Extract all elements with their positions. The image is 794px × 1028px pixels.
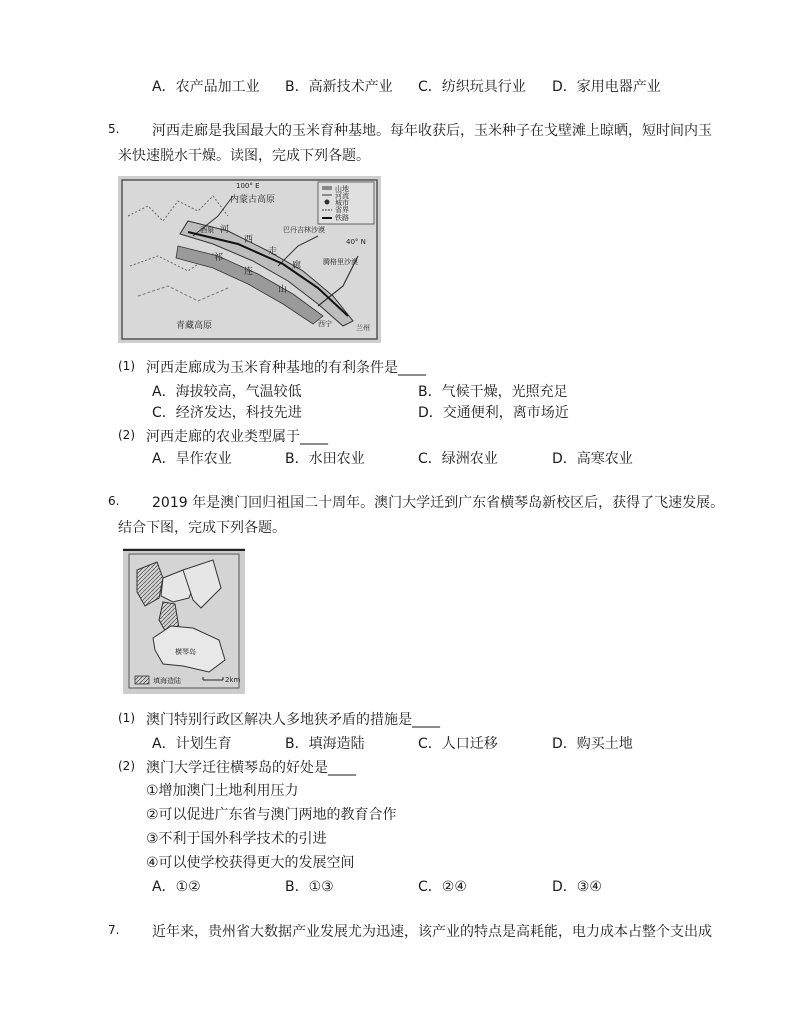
statement-item: ②可以促进广东省与澳门两地的教育合作 <box>146 807 397 823</box>
statement-item: ④可以使学校获得更大的发展空间 <box>146 855 355 871</box>
sub-question-number: (2) <box>118 428 135 442</box>
question-stem-cont: 米快速脱水干燥。读图，完成下列各题。 <box>118 148 370 164</box>
option-a: A．海拔较高，气温较低 <box>152 384 302 400</box>
option-d: D．购买土地 <box>552 736 633 752</box>
option-a: A．①② <box>152 879 201 895</box>
option-d: D．交通便利，离市场近 <box>418 405 569 421</box>
option-b: B．高新技术产业 <box>285 79 393 95</box>
city-label: 酒泉 <box>200 226 214 234</box>
option-c: C．②④ <box>418 879 467 895</box>
option-a: A．旱作农业 <box>152 451 232 467</box>
longitude-label: 100° E <box>236 182 260 190</box>
hexi-corridor-map <box>118 176 381 343</box>
desert-label: 巴丹吉林沙漠 <box>283 226 325 234</box>
option-c: C．经济发达，科技先进 <box>152 405 302 421</box>
question-stem: 近年来，贵州省大数据产业发展尤为迅速，该产业的特点是高耗能，电力成本占整个支出成 <box>152 924 712 940</box>
option-c: C．纺织玩具行业 <box>418 79 526 95</box>
legend-river: 河流 <box>335 192 349 200</box>
legend-reclamation: 填海造陆 <box>153 677 181 685</box>
question-stem: 河西走廊是我国最大的玉米育种基地。每年收获后，玉米种子在戈壁滩上晾晒，短时间内玉 <box>152 123 712 139</box>
sub-question-number: (2) <box>118 759 135 773</box>
desert-label-2: 腾格里沙漠 <box>323 258 358 266</box>
question-stem-cont: 结合下图，完成下列各题。 <box>118 520 286 536</box>
sub-question-text: 河西走廊成为玉米育种基地的有利条件是____ <box>146 360 426 376</box>
macau-map <box>123 548 245 694</box>
option-b: B．填海造陆 <box>285 736 365 752</box>
sub-question-text: 澳门特别行政区解决人多地狭矛盾的措施是____ <box>146 712 440 728</box>
map-char-he: 河 <box>220 225 230 235</box>
option-c: C．人口迁移 <box>418 736 498 752</box>
statement-item: ③不利于国外科学技术的引进 <box>146 831 327 847</box>
inner-mongolia-label: 内蒙古高原 <box>230 195 276 205</box>
map-char-zou: 走 <box>268 247 278 257</box>
city-label-lanzhou: 兰州 <box>356 324 370 332</box>
sub-question-number: (1) <box>118 711 135 725</box>
option-d: D．家用电器产业 <box>552 79 661 95</box>
statement-item: ①增加澳门土地利用压力 <box>146 783 299 799</box>
city-label-xining: 西宁 <box>318 320 332 328</box>
tibet-plateau-label: 青藏高原 <box>176 321 213 331</box>
question-number: 6. <box>108 494 120 508</box>
option-d: D．高寒农业 <box>552 451 633 467</box>
sub-question-number: (1) <box>118 359 135 373</box>
scale-label: 2km <box>225 676 241 684</box>
option-d: D．③④ <box>552 879 602 895</box>
legend-mountain: 山地 <box>335 185 349 193</box>
map-char-lian: 连 <box>244 267 254 277</box>
option-a: A．农产品加工业 <box>152 79 260 95</box>
question-number: 7. <box>108 923 120 937</box>
option-c: C．绿洲农业 <box>418 451 498 467</box>
island-label: 横琴岛 <box>175 648 196 656</box>
latitude-label: 40° N <box>346 238 366 246</box>
legend-border: 省界 <box>335 206 349 214</box>
sub-question-text: 河西走廊的农业类型属于____ <box>146 429 328 445</box>
question-number: 5. <box>108 122 120 136</box>
legend-railway: 铁路 <box>335 214 349 222</box>
option-b: B．①③ <box>285 879 334 895</box>
map-char-xi: 西 <box>244 235 254 245</box>
question-stem: 2019 年是澳门回归祖国二十周年。澳门大学迁到广东省横琴岛新校区后，获得了飞速发展。 <box>152 495 725 511</box>
map-char-shan: 山 <box>278 285 288 295</box>
option-b: B．水田农业 <box>285 451 365 467</box>
map-char-qi: 祁 <box>214 253 224 263</box>
option-b: B．气候干燥，光照充足 <box>418 384 568 400</box>
legend-city: 城市 <box>335 199 349 207</box>
map-char-lang: 廊 <box>292 261 302 271</box>
sub-question-text: 澳门大学迁往横琴岛的好处是____ <box>146 760 356 776</box>
option-a: A．计划生育 <box>152 736 232 752</box>
